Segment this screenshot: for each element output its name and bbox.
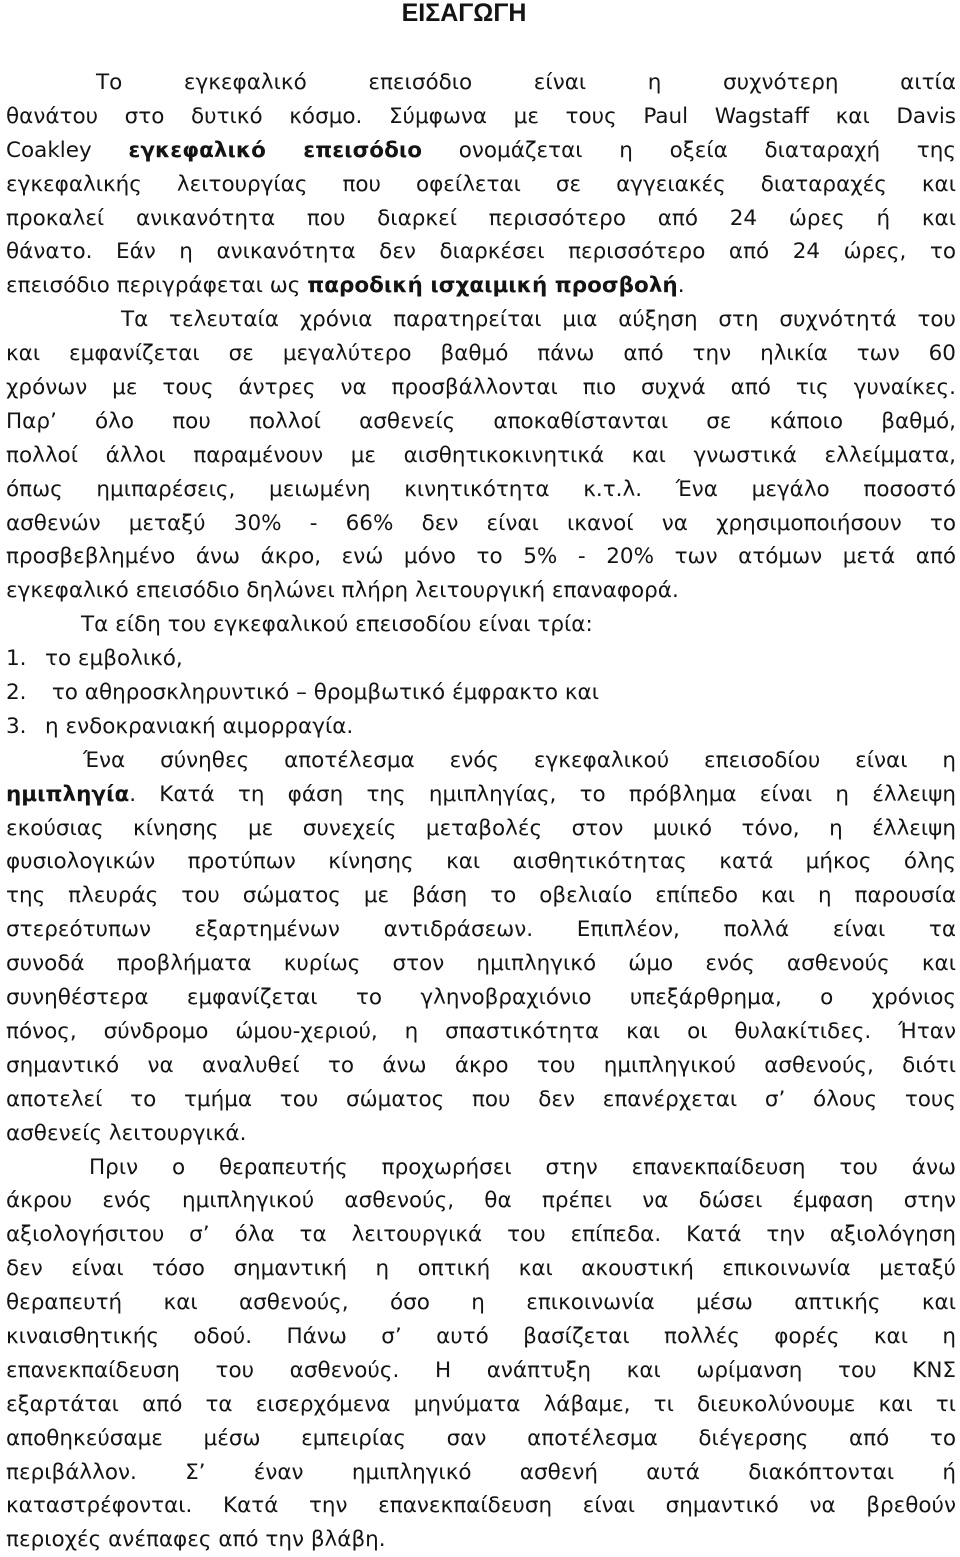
text-line: εξαρτάται από τα εισερχόμενα μηνύματα λάβαμε, τι διευκολύνουμε και τι — [6, 1388, 956, 1422]
list-text: η ενδοκρανιακή αιμορραγία. — [45, 714, 353, 739]
text-line: καταστρέφονται. Κατά την επανεκπαίδευση είναι σημαντικό να βρεθούν — [6, 1489, 956, 1523]
text-line — [6, 134, 956, 168]
text-line: ασθενών μεταξύ 30% - 66% δεν είναι ικανοί να χρησιμοποιήσουν το — [6, 507, 956, 541]
text-line: κιναισθητικής οδού. Πάνω σ’ αυτό βασίζεται πολλές φορές και η — [6, 1320, 956, 1354]
page-title: ΕΙΣΑΓΩΓΗ — [6, 0, 956, 26]
text-line — [6, 778, 956, 812]
bold-term: ημιπληγία — [6, 782, 129, 807]
paragraph-types — [6, 608, 956, 744]
text-line: επανεκπαίδευση του ασθενούς. Η ανάπτυξη και ωρίμανση του ΚΝΣ — [6, 1354, 956, 1388]
text-line: όπως ημιπαρέσεις, μειωμένη κινητικότητα κ.τ.λ. Ένα μεγάλο ποσοστό — [6, 473, 956, 507]
text-line: πόνος, σύνδρομο ώμου-χεριού, η σπαστικότητα και οι θυλακίτιδες. Ήταν — [6, 1015, 956, 1049]
text-line: προσβεβλημένο άνω άκρο, ενώ μόνο το 5% - 20% των ατόμων μετά από — [6, 540, 956, 574]
text-line: στερεότυπων εξαρτημένων αντιδράσεων. Επιπλέον, πολλά είναι τα — [6, 913, 956, 947]
text-span: Coakley — [6, 138, 128, 163]
paragraph-hemiplegia — [6, 744, 956, 1151]
text-line: εκούσιας κίνησης με συνεχείς μεταβολές στον μυικό τόνο, η έλλειψη — [6, 812, 956, 846]
paragraph-definition — [6, 66, 956, 303]
text-span: . — [678, 273, 685, 298]
text-line: σημαντικό να αναλυθεί το άνω άκρο του ημιπληγικού ασθενούς, διότι — [6, 1049, 956, 1083]
text-line: Το εγκεφαλικό επεισόδιο είναι η συχνότερη αιτία — [6, 66, 956, 100]
text-line: θεραπευτή και ασθενούς, όσο η επικοινωνία μέσω απτικής και — [6, 1286, 956, 1320]
bold-term: παροδική ισχαιμική προσβολή — [307, 273, 678, 298]
text-line: της πλευράς του σώματος με βάση το οβελιαίο επίπεδο και η παρουσία — [6, 879, 956, 913]
text-line: δεν είναι τόσο σημαντική η οπτική και ακουστική επικοινωνία μεταξύ — [6, 1252, 956, 1286]
list-number: 1. — [6, 642, 45, 676]
list-item — [6, 642, 956, 676]
text-line: περιοχές ανέπαφες από την βλάβη. — [6, 1523, 956, 1557]
text-line: Παρ’ όλο που πολλοί ασθενείς αποκαθίστανται σε κάποιο βαθμό, — [6, 405, 956, 439]
text-line — [6, 269, 956, 303]
text-line: Πριν ο θεραπευτής προχωρήσει στην επανεκπαίδευση του άνω — [6, 1151, 956, 1185]
text-line: Τα τελευταία χρόνια παρατηρείται μια αύξηση στη συχνότητά του — [6, 303, 956, 337]
list-number: 2. — [6, 676, 45, 710]
bold-term: εγκεφαλικό επεισόδιο — [128, 138, 422, 163]
text-line: αποτελεί το τμήμα του σώματος που δεν επανέρχεται σ’ όλους τους — [6, 1083, 956, 1117]
text-line: Ένα σύνηθες αποτέλεσμα ενός εγκεφαλικού επεισοδίου είναι η — [6, 744, 956, 778]
text-line: αποθηκεύσαμε μέσω εμπειρίας σαν αποτέλεσμα διέγερσης από το — [6, 1422, 956, 1456]
text-line: Τα είδη του εγκεφαλικού επεισοδίου είναι τρία: — [6, 608, 956, 642]
text-span: επεισόδιο περιγράφεται ως — [6, 273, 307, 298]
document-page — [6, 0, 956, 1557]
list-item — [6, 710, 956, 744]
text-line: εγκεφαλικής λειτουργίας που οφείλεται σε αγγειακές διαταραχές και — [6, 168, 956, 202]
paragraph-incidence — [6, 303, 956, 608]
text-line: θανάτου στο δυτικό κόσμο. Σύμφωνα με τους Paul Wagstaff και Davis — [6, 100, 956, 134]
text-line: χρόνων με τους άντρες να προσβάλλονται πιο συχνά από τις γυναίκες. — [6, 371, 956, 405]
text-span: . Κατά τη φάση της ημιπληγίας, το πρόβλημα είναι η έλλειψη — [129, 782, 956, 807]
text-line: προκαλεί ανικανότητα που διαρκεί περισσότερο από 24 ώρες ή και — [6, 202, 956, 236]
list-text: το εμβολικό, — [45, 646, 183, 671]
text-line: συνηθέστερα εμφανίζεται το γληνοβραχιόνιο υπεξάρθρημα, ο χρόνιος — [6, 981, 956, 1015]
list-number: 3. — [6, 710, 45, 744]
text-line: αξιολογήσιτου σ’ όλα τα λειτουργικά του επίπεδα. Κατά την αξιολόγηση — [6, 1218, 956, 1252]
text-line: συνοδά προβλήματα κυρίως στον ημιπληγικό ώμο ενός ασθενούς και — [6, 947, 956, 981]
paragraph-rehabilitation — [6, 1151, 956, 1557]
text-line: πολλοί άλλοι παραμένουν με αισθητικοκινητικά και γνωστικά ελλείμματα, — [6, 439, 956, 473]
text-line: ασθενείς λειτουργικά. — [6, 1117, 956, 1151]
text-line: και εμφανίζεται σε μεγαλύτερο βαθμό πάνω από την ηλικία των 60 — [6, 337, 956, 371]
text-line: φυσιολογικών προτύπων κίνησης και αισθητικότητας κατά μήκος όλης — [6, 845, 956, 879]
text-span: ονομάζεται η οξεία διαταραχή της — [422, 138, 956, 163]
text-line: εγκεφαλικό επεισόδιο δηλώνει πλήρη λειτουργική επαναφορά. — [6, 574, 956, 608]
list-item — [6, 676, 956, 710]
text-line: περιβάλλον. Σ’ έναν ημιπληγικό ασθενή αυτά διακόπτονται ή — [6, 1456, 956, 1490]
text-line: θάνατο. Εάν η ανικανότητα δεν διαρκέσει περισσότερο από 24 ώρες, το — [6, 235, 956, 269]
list-text: το αθηροσκληρυντικό – θρομβωτικό έμφρακτο και — [45, 680, 599, 705]
text-line: άκρου ενός ημιπληγικού ασθενούς, θα πρέπει να δώσει έμφαση στην — [6, 1184, 956, 1218]
